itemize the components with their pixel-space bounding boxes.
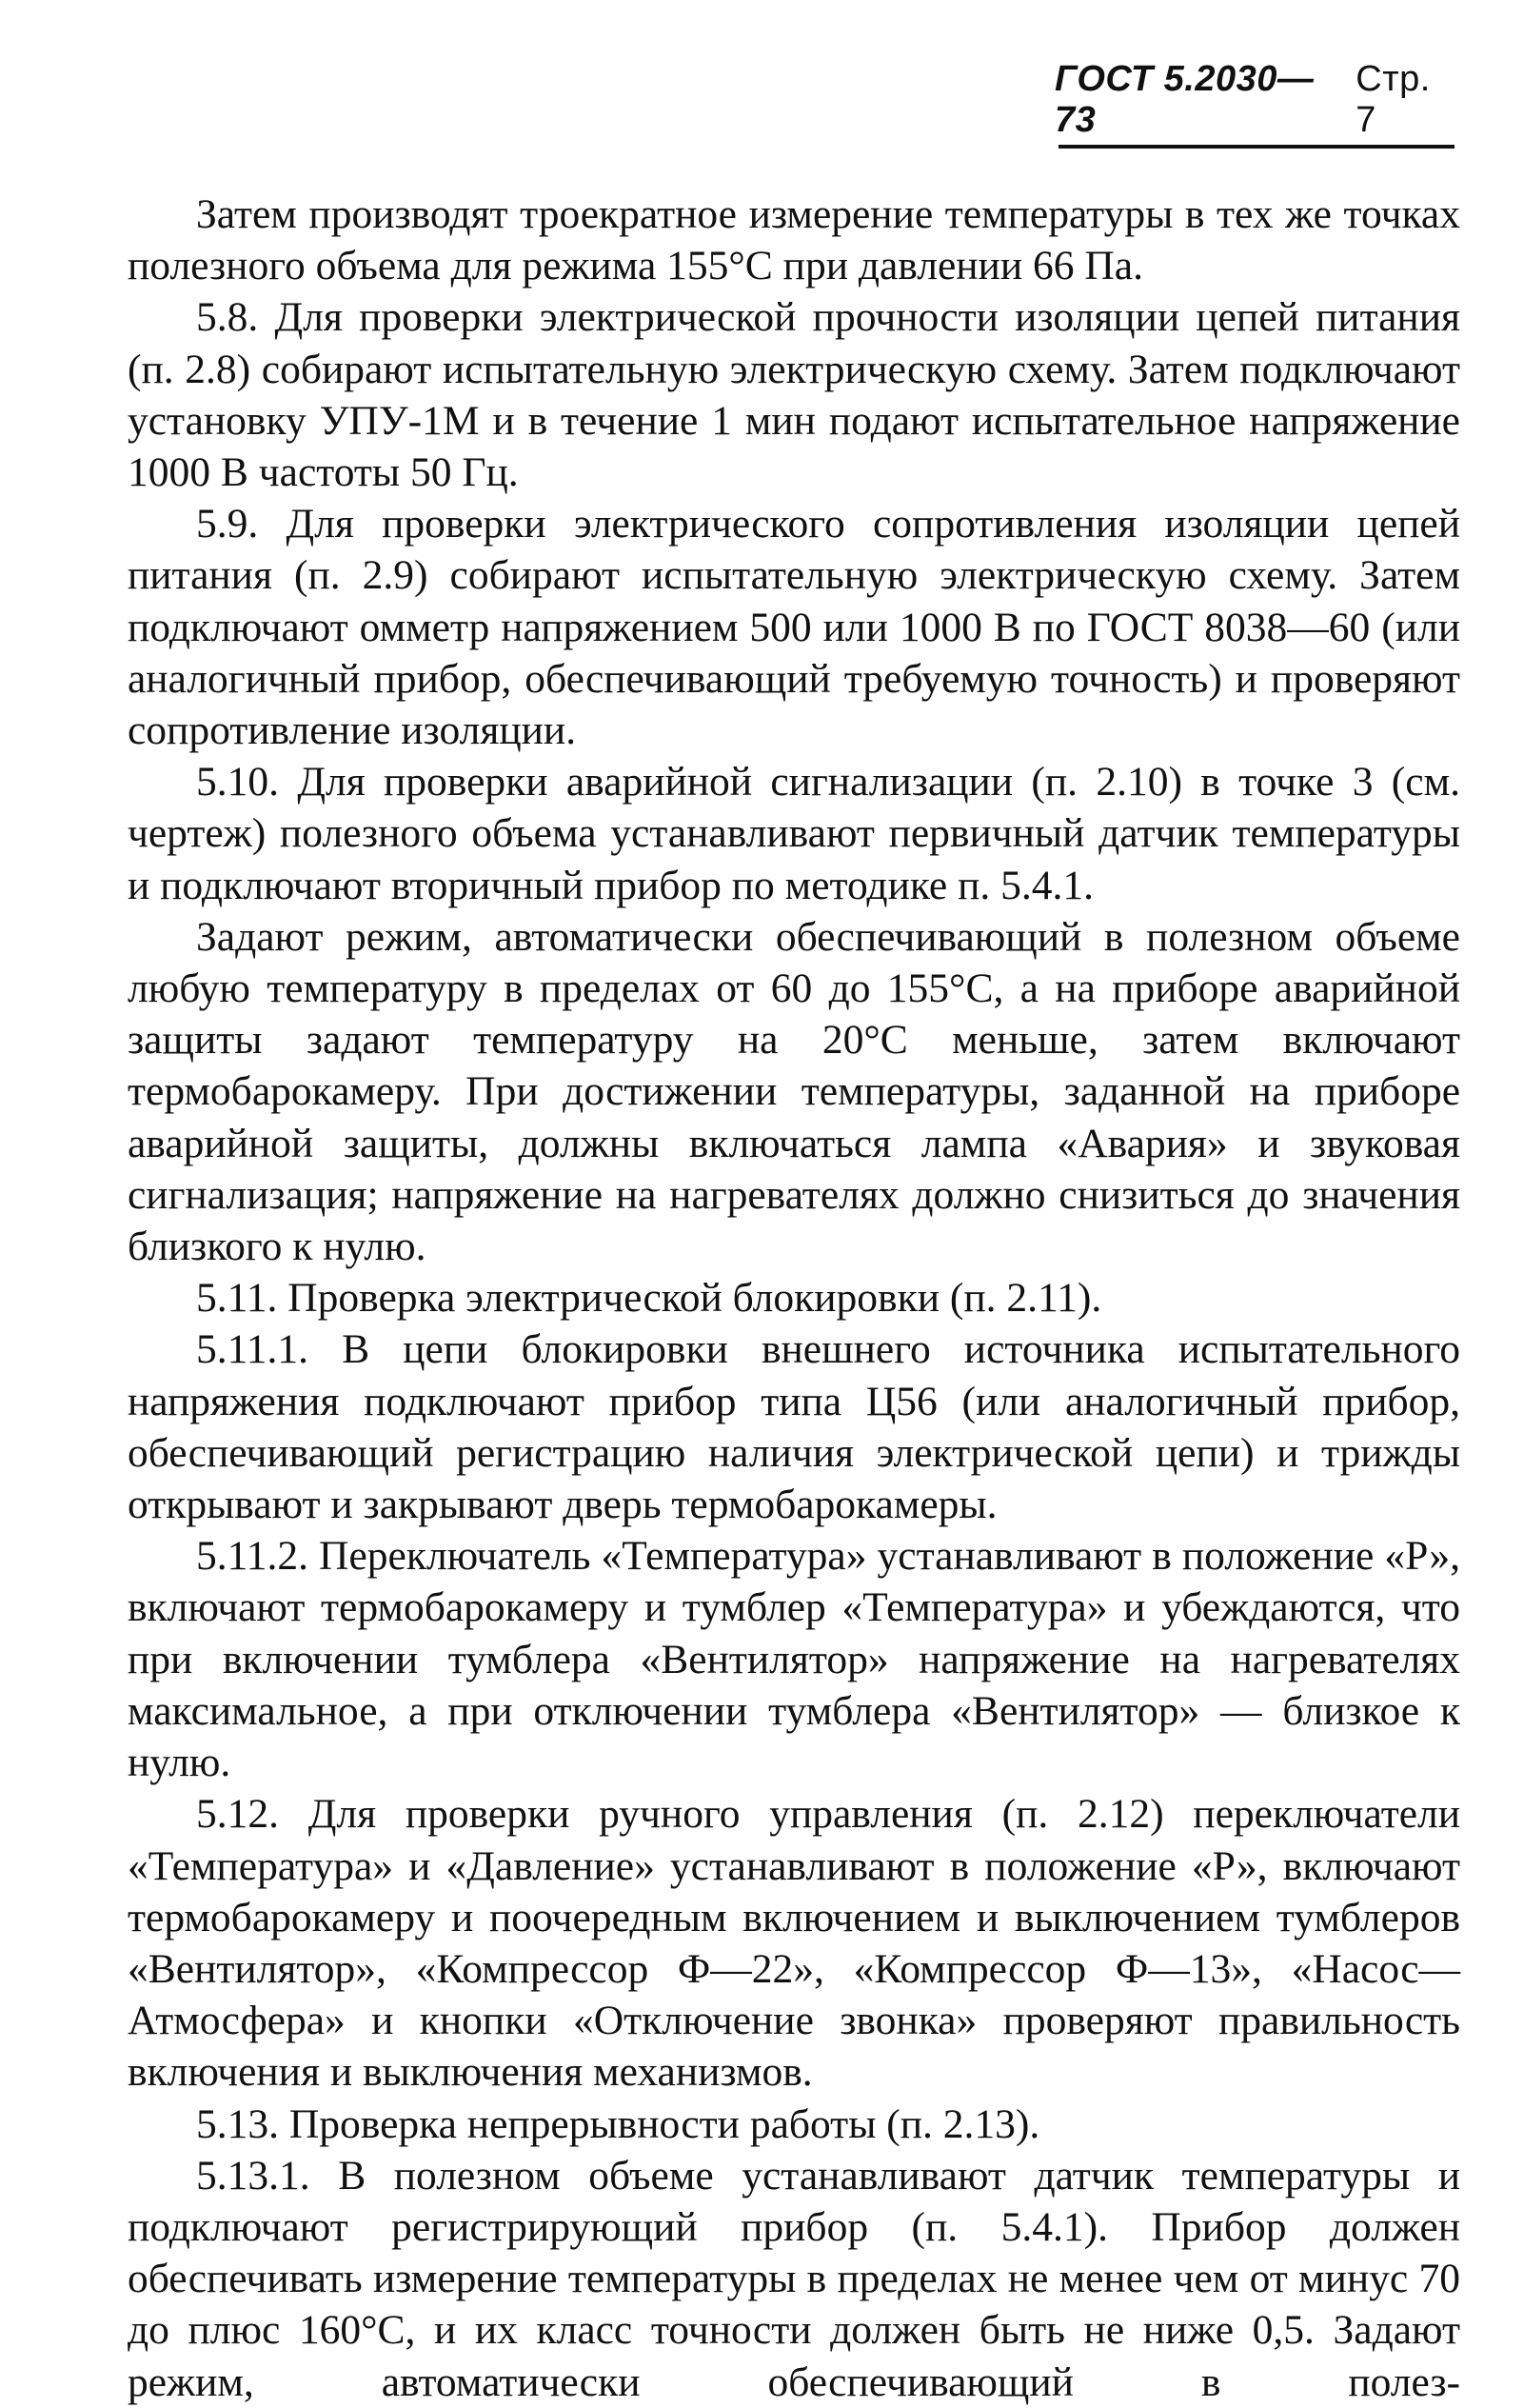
standard-number: ГОСТ 5.2030—73	[1055, 59, 1315, 140]
paragraph-5-10: 5.10. Для проверки аварийной сигнализации (п. 2.10) в точке 3 (см. чертеж) полезного объема устанавливают первичный датчик температуры и подключают вторичный прибор по методике п. 5.4.1.	[128, 759, 1460, 908]
paragraph-5-11-2: 5.11.2. Переключатель «Температура» устанавливают в положение «Р», включают термобарокамеру и тумблер «Температура» и убеждаются, что при включении тумблера «Вентилятор» напряжение на нагревателях максимальное, а при отключении тумблера «Вентилятор» — близкое к нулю.	[128, 1533, 1460, 1786]
header-rule	[1059, 145, 1455, 149]
paragraph-5-13-1: 5.13.1. В полезном объеме устанавливают датчик температуры и подключают регистрирующий прибор (п. 5.4.1). Прибор должен обеспечивать измерение температуры в пределах не менее чем от минус 70 до плюс 160°С, и их класс точности должен быть не ниже 0,5. Задают режим, автоматически обеспечивающий в полез-	[128, 2152, 1460, 2405]
paragraph-5-12: 5.12. Для проверки ручного управления (п. 2.12) переключатели «Температура» и «Давление» устанавливают в положение «Р», включают термобарокамеру и поочередным включением и выключением тумблеров «Вентилятор», «Компрессор Ф—22», «Компрессор Ф—13», «Насос—Атмосфера» и кнопки «Отключение звонка» проверяют правильность включения и выключения механизмов.	[128, 1791, 1460, 2096]
page-number: Стр. 7	[1356, 59, 1431, 140]
paragraph-5-11: 5.11. Проверка электрической блокировки (п. 2.11).	[196, 1275, 1102, 1322]
paragraph-temperature-measurement: Затем производят троекратное измерение температуры в тех же точках полезного объема для режима 155°С при давлении 66 Па.	[128, 191, 1460, 289]
document-body	[128, 189, 1460, 2408]
page-header	[1055, 59, 1455, 141]
paragraph-5-8: 5.8. Для проверки электрической прочности изоляции цепей питания (п. 2.8) собирают испытательную электрическую схему. Затем подключают установку УПУ-1М и в течение 1 мин подают испытательное напряжение 1000 В частоты 50 Гц.	[128, 294, 1460, 496]
paragraph-5-13: 5.13. Проверка непрерывности работы (п. 2.13).	[196, 2100, 1040, 2147]
paragraph-5-11-1: 5.11.1. В цепи блокировки внешнего источника испытательного напряжения подключают прибор типа Ц56 (или аналогичный прибор, обеспечивающий регистрацию наличия электрической цепи) и трижды открывают и закрывают дверь термобарокамеры.	[128, 1326, 1460, 1528]
paragraph-5-9: 5.9. Для проверки электрического сопротивления изоляции цепей питания (п. 2.9) собирают испытательную электрическую схему. Затем подключают омметр напряжением 500 или 1000 В по ГОСТ 8038—60 (или аналогичный прибор, обеспечивающий требуемую точность) и проверяют сопротивление изоляции.	[128, 501, 1460, 754]
paragraph-emergency-mode: Задают режим, автоматически обеспечивающий в полезном объеме любую температуру в пределах от 60 до 155°С, а на приборе аварийной защиты задают температуру на 20°С меньше, затем включают термобарокамеру. При достижении температуры, заданной на приборе аварийной защиты, должны включаться лампа «Авария» и звуковая сигнализация; напряжение на нагревателях должно снизиться до значения близкого к нулю.	[128, 913, 1460, 1270]
